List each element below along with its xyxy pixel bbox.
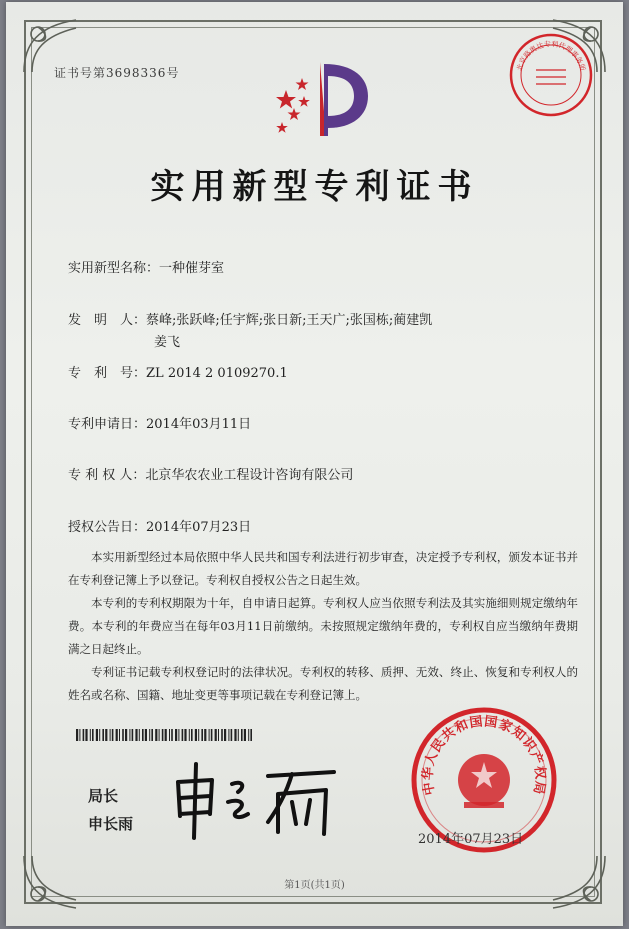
grant-date-row [68, 516, 251, 535]
grant-date-value: 2014年07月23日 [146, 520, 252, 535]
inventor-line-1: 蔡峰;张跃峰;任宇辉;张日新;王天广;张国栋;蔺建凯 [146, 313, 433, 328]
patent-number-row [68, 362, 288, 381]
seal-date: 2014年07月23日 [418, 832, 524, 847]
page-number: 第1页(共1页) [284, 880, 345, 891]
utility-model-name-label: 实用新型名称： [68, 261, 160, 276]
utility-model-name-value: 一种催芽室 [159, 261, 225, 276]
director-signature-icon [166, 754, 346, 844]
grant-date-label: 授权公告日： [68, 520, 147, 535]
certificate-number: 证书号第3698336号 [54, 66, 180, 80]
director-name: 申长雨 [88, 815, 134, 833]
svg-text:中华人民共和国国家知识产权局: 中华人民共和国国家知识产权局 [420, 714, 548, 797]
patent-number-label: 专 利 号： [68, 366, 147, 381]
body-paragraph-2: 本专利的专利权期限为十年，自申请日起算。专利权人应当依照专利法及其实施细则规定缴纳年费。本专利的年费应当在每年03月11日前缴纳。未按照规定缴纳年费的，专利权自应当缴纳年费期满之日起终止。 [68, 596, 578, 656]
application-date-row [68, 413, 251, 432]
barcode-icon [76, 729, 254, 741]
agency-seal-icon [508, 32, 594, 118]
patent-holder-value: 北京华农农业工程设计咨询有限公司 [145, 468, 354, 483]
inventor-line-2: 姜飞 [154, 335, 181, 350]
inventor-label: 发 明 人： [68, 313, 147, 328]
certificate-paper [6, 2, 623, 926]
application-date-label: 专利申请日： [68, 417, 147, 432]
body-paragraph-3: 专利证书记载专利权登记时的法律状况。专利权的转移、质押、无效、终止、恢复和专利权人的姓名或名称、国籍、地址变更等事项记载在专利登记簿上。 [68, 665, 578, 702]
utility-model-name-row [68, 257, 224, 276]
patent-number-value: ZL 2014 2 0109270.1 [146, 366, 288, 381]
page-title: 实用新型专利证书 [150, 167, 479, 207]
inventor-row [68, 309, 432, 328]
application-date-value: 2014年03月11日 [146, 417, 252, 432]
body-paragraph-1: 本实用新型经过本局依照中华人民共和国专利法进行初步审查，决定授予专利权，颁发本证书并在专利登记簿上予以登记。专利权自授权公告之日起生效。 [68, 550, 578, 587]
svg-text:北京路奥达专利代理事务所: 北京路奥达专利代理事务所 [515, 40, 587, 72]
patent-holder-row [68, 464, 353, 483]
director-title: 局长 [88, 787, 119, 805]
patent-holder-label: 专 利 权 人： [68, 468, 146, 483]
certificate-body [68, 546, 578, 707]
patent-office-emblem-icon [264, 56, 384, 142]
